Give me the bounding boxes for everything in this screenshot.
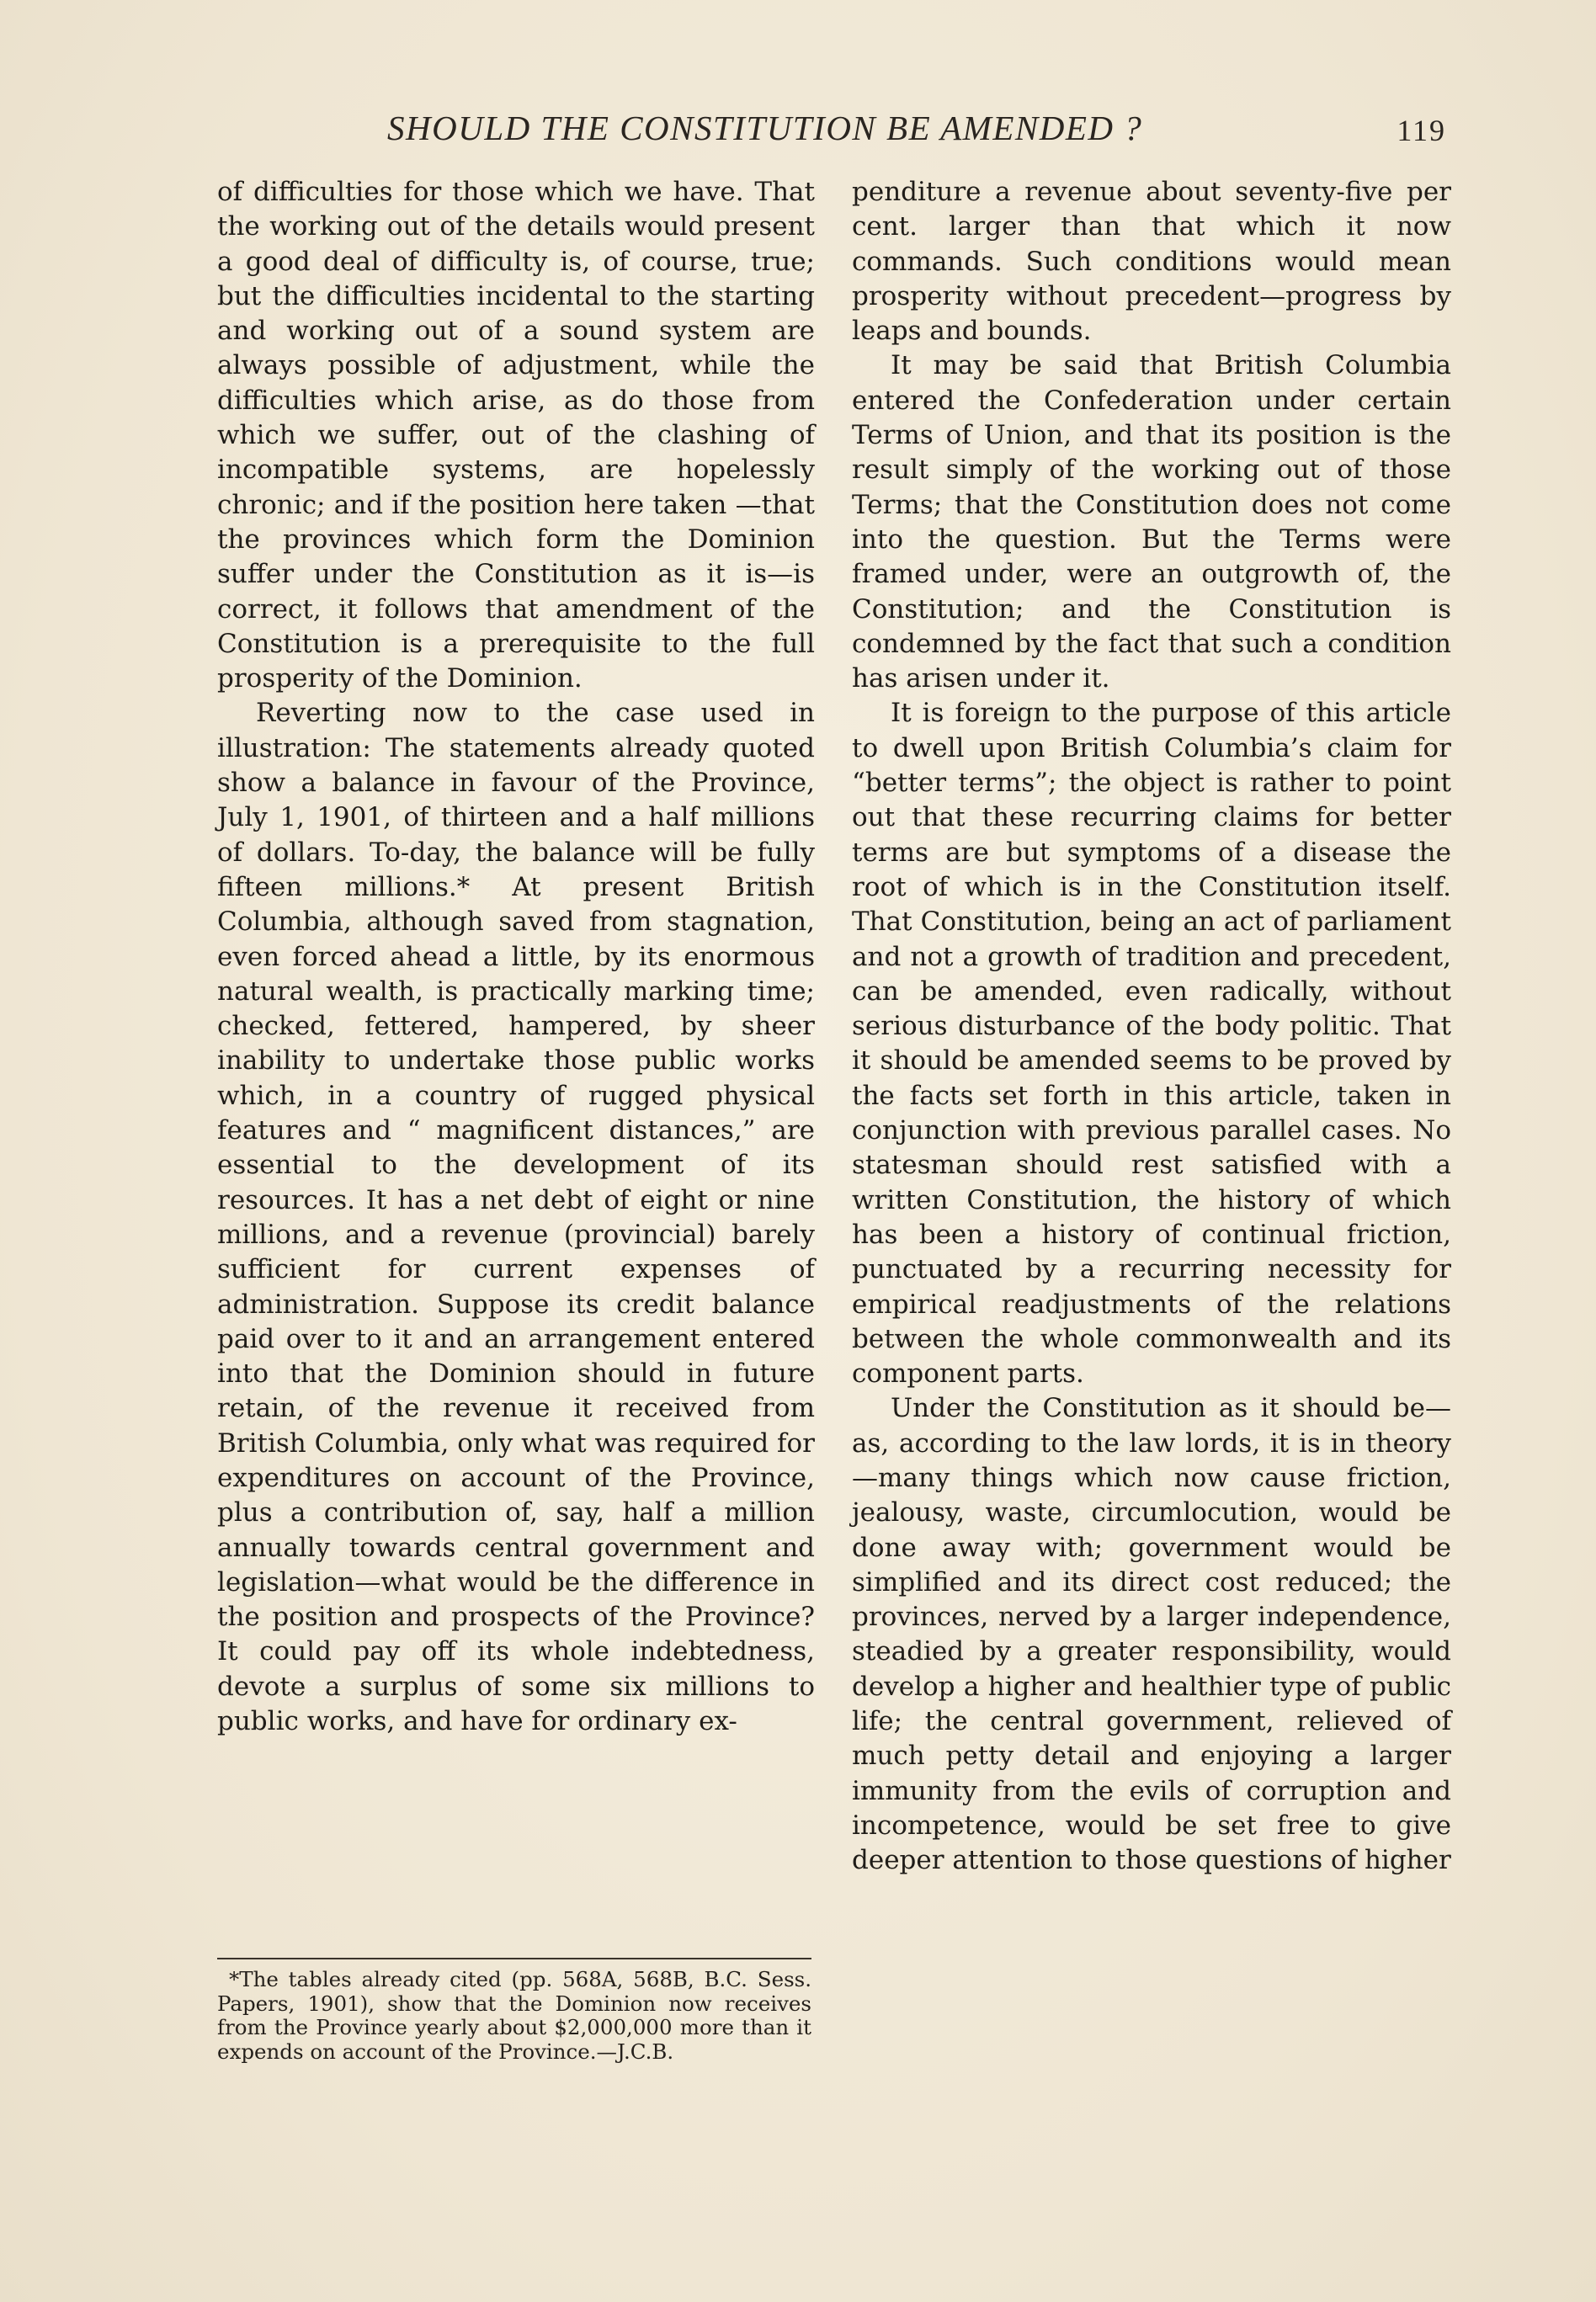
right-paragraph-3: It is foreign to the purpose of this article to dwell upon British Columbia’s claim for “better terms”; the object is rather to point out that these recurring claims for better terms are but symptoms of a disease the root of which is in the Constitution itself. That Constitution, being an act of parliament and not a growth of tradition and precedent, can be amended, even radically, without serious disturbance of the body politic. That it should be amended seems to be proved by the facts set forth in this article, taken in conjunction with previous parallel cases. No statesman should rest satisfied with a written Constitution, the history of which has been a history of continual friction, punctuated by a recurring necessity for empirical readjustments of the relations between the whole commonwealth and its component parts. — [852, 698, 1451, 1390]
right-column — [852, 175, 1451, 1879]
page-header — [217, 108, 1455, 158]
right-paragraph-4: Under the Constitution as it should be—as, according to the law lords, it is in theory—many things which now cause friction, jealousy, waste, circumlocution, would be done away with; government would be simplified and its direct cost reduced; the provinces, nerved by a larger independence, steadied by a greater responsibility, would develop a higher and healthier type of public life; the central government, relieved of much petty detail and enjoying a larger immunity from the evils of corruption and incompetence, would be set free to give deeper attention to those questions of higher — [852, 1393, 1451, 1876]
right-paragraph-1: penditure a revenue about seventy-five per cent. larger than that which it now commands. Such conditions would mean prosperity without precedent—progress by leaps and bounds. — [852, 177, 1451, 347]
running-title: SHOULD THE CONSTITUTION BE AMENDED ? — [387, 109, 1143, 147]
footnote — [217, 1968, 811, 2064]
footnote-text: *The tables already cited (pp. 568A, 568B, B.C. Sess. Papers, 1901), show that the Dominion now receives from the Province yearly about $2,000,000 more than it expends on account of the Province.—J.C.B. — [217, 1967, 811, 2064]
left-column — [217, 175, 815, 1739]
right-paragraph-2: It may be said that British Columbia entered the Confederation under certain Terms of Union, and that its position is the result simply of the working out of those Terms; that the Constitution does not come into the question. But the Terms were framed under, were an outgrowth of, the Constitution; and the Constitution is condemned by the fact that such a condition has arisen under it. — [852, 350, 1451, 694]
left-paragraph-2: Reverting now to the case used in illustration: The statements already quoted show a balance in favour of the Province, July 1, 1901, of thirteen and a half millions of dollars. To-day, the balance will be fully fifteen millions.* At present British Columbia, although saved from stagnation, even forced ahead a little, by its enormous natural wealth, is practically marking time; checked, fettered, hampered, by sheer inability to undertake those public works which, in a country of rugged physical features and “ magnificent distances,” are essential to the development of its resources. It has a net debt of eight or nine millions, and a revenue (provincial) barely sufficient for current expenses of administration. Suppose its credit balance paid over to it and an arrangement entered into that the Dominion should in future retain, of the revenue it received from British Columbia, only what was required for expenditures on account of the Province, plus a contribution of, say, half a million annually towards central government and legislation—what would be the difference in the position and prospects of the Province? It could pay off its whole indebtedness, devote a surplus of some six millions to public works, and have for ordinary ex- — [217, 698, 815, 1737]
left-paragraph-1: of difficulties for those which we have. That the working out of the details would present a good deal of difficulty is, of course, true; but the difficulties incidental to the starting and working out of a sound system are always possible of adjustment, while the difficulties which arise, as do those from which we suffer, out of the clashing of incompatible systems, are hopelessly chronic; and if the position here taken —that the provinces which form the Dominion suffer under the Constitution as it is—is correct, it follows that amendment of the Constitution is a prerequisite to the full prosperity of the Dominion. — [217, 177, 815, 694]
page-number: 119 — [1396, 114, 1446, 147]
footnote-divider — [217, 1958, 811, 1959]
